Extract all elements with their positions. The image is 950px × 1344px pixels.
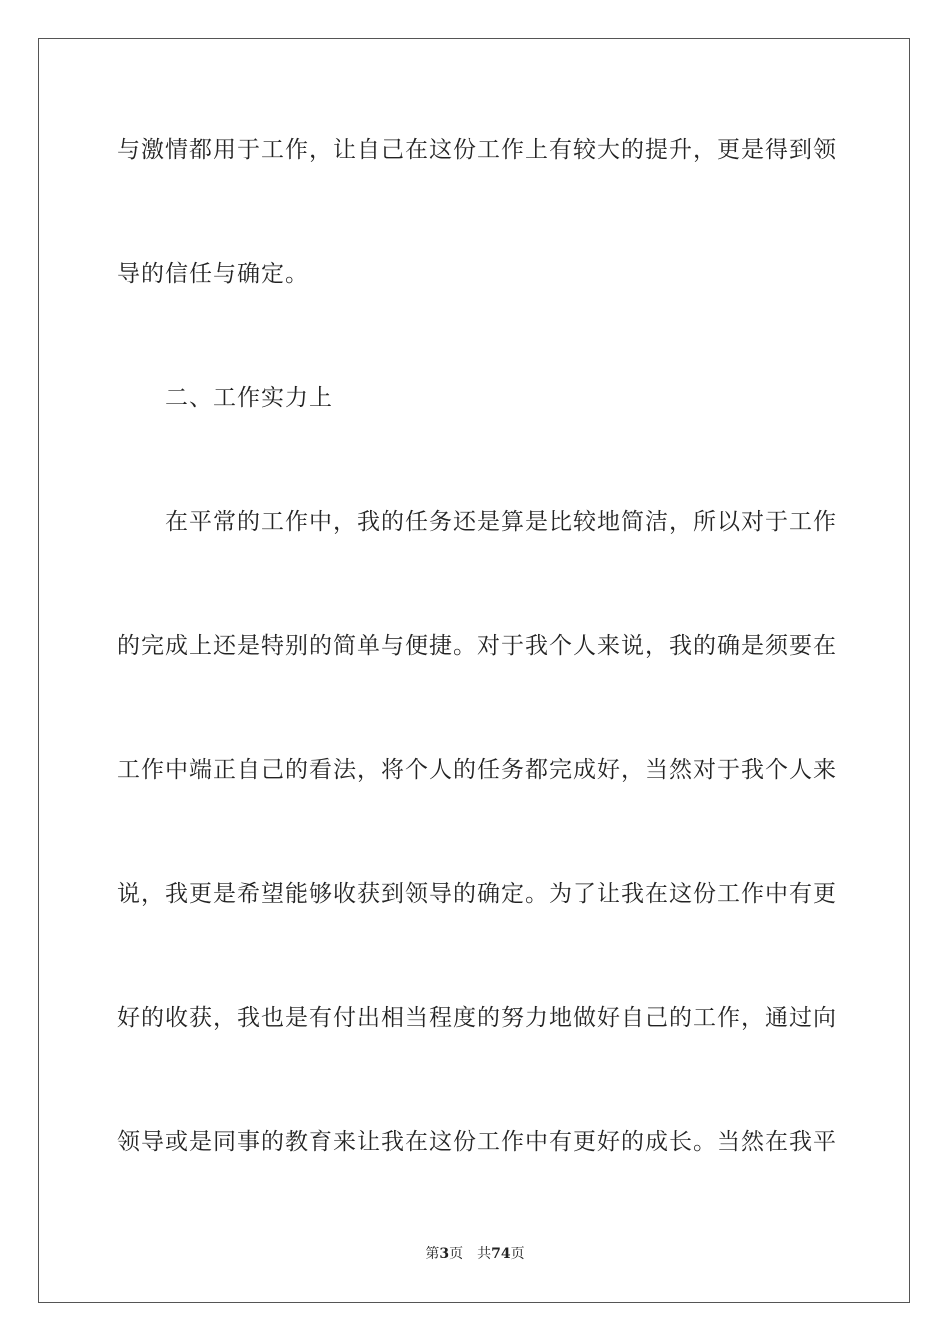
- body-line: 领导或是同事的教育来让我在这份工作中有更好的成长。当然在我平: [117, 1129, 837, 1155]
- page-suffix: 页: [449, 1246, 464, 1262]
- total-prefix: 共: [477, 1246, 492, 1262]
- body-line: 好的收获，我也是有付出相当程度的努力地做好自己的工作，通过向: [117, 1005, 837, 1031]
- body-line: 与激情都用于工作，让自己在这份工作上有较大的提升，更是得到领: [117, 137, 837, 163]
- body-line: 说，我更是希望能够收获到领导的确定。为了让我在这份工作中有更: [117, 881, 837, 907]
- section-heading: 二、工作实力上: [165, 385, 333, 411]
- page-number: 3: [439, 1246, 450, 1262]
- body-line: 工作中端正自己的看法，将个人的任务都完成好，当然对于我个人来: [117, 757, 837, 783]
- body-line: 在平常的工作中，我的任务还是算是比较地简洁，所以对于工作: [165, 509, 837, 535]
- body-line: 的完成上还是特别的简单与便捷。对于我个人来说，我的确是须要在: [117, 633, 837, 659]
- body-line: 导的信任与确定。: [117, 261, 309, 287]
- page-frame: [38, 38, 910, 1303]
- total-pages: 74: [491, 1246, 511, 1262]
- page-footer: [0, 1245, 950, 1263]
- total-suffix: 页: [510, 1246, 525, 1262]
- page-prefix: 第: [425, 1246, 440, 1262]
